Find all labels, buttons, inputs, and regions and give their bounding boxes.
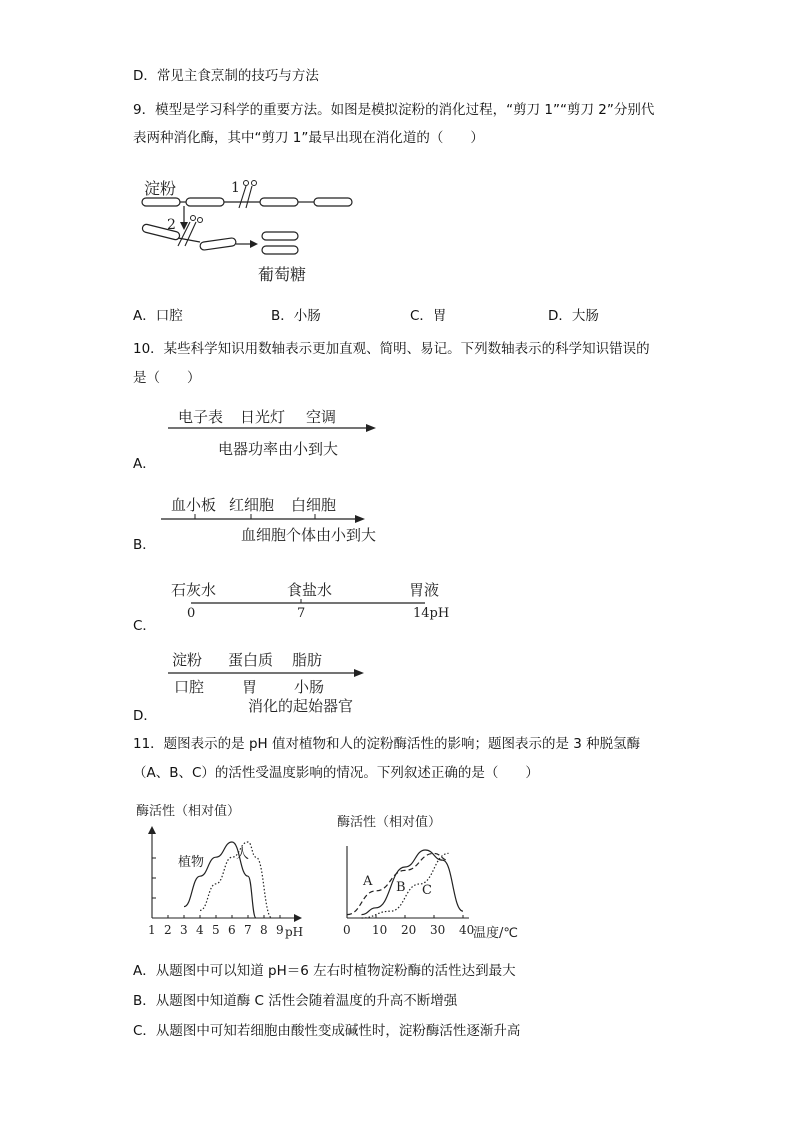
scissor-1-icon	[239, 181, 257, 209]
q11-option-a: A．从题图中可以知道 pH＝6 左右时植物淀粉酶的活性达到最大	[133, 963, 516, 979]
ph-chart-x-tick-label: 1	[148, 923, 156, 937]
q9-stem-line1: 9．模型是学习科学的重要方法。如图是模拟淀粉的消化过程，“剪刀 1”“剪刀 2”分别代	[133, 102, 655, 118]
axis-c-tick-1: 0	[187, 606, 196, 621]
q10-stem-line2: 是（ ）	[133, 370, 201, 386]
glucose-unit	[262, 232, 298, 240]
number-line-c	[165, 575, 455, 625]
glucose-unit	[262, 246, 298, 254]
starch-unit	[260, 198, 298, 206]
axis-a-caption: 电器功率由小到大	[218, 440, 339, 458]
ph-chart-x-tick-label: 3	[180, 923, 188, 937]
q11-option-c: C．从题图中可知若细胞由酸性变成碱性时，淀粉酶活性逐渐升高	[133, 1023, 521, 1039]
axis-c-tick-3: 14pH	[413, 606, 450, 621]
scissor-1-label: 1	[231, 180, 240, 196]
scissor-2-label: 2	[167, 217, 176, 233]
starch-unit	[142, 198, 180, 206]
temp-series-label-a: A	[363, 874, 373, 889]
temp-series-label-b: B	[396, 880, 406, 895]
temp-series-label-c: C	[422, 883, 432, 898]
ph-activity-chart	[130, 800, 320, 940]
q10-option-a-letter: A．	[133, 456, 156, 472]
q9-option-c: C．胃	[410, 308, 447, 324]
axis-c-label-3: 胃液	[409, 581, 440, 599]
q11-option-b: B．从题图中知道酶 C 活性会随着温度的升高不断增强	[133, 993, 458, 1009]
axis-c-tick-2: 7	[297, 606, 306, 621]
axis-b-caption: 血细胞个体由小到大	[241, 526, 377, 544]
temperature-activity-chart	[335, 810, 535, 945]
number-line-a	[160, 402, 390, 462]
starch-digestion-figure	[140, 172, 370, 287]
axis-d-organ-1: 口腔	[174, 678, 205, 696]
axis-a-label-1: 电子表	[178, 408, 224, 426]
q8-option-d: D．常见主食烹制的技巧与方法	[133, 68, 319, 84]
temp-chart-x-tick-label: 30	[430, 923, 446, 937]
starch-unit	[314, 198, 352, 206]
axis-d-label-3: 脂肪	[292, 651, 323, 669]
ph-series-label-plant: 植物	[178, 855, 205, 870]
ph-chart-xlabel: pH	[285, 925, 304, 939]
ph-chart-x-tick-label: 7	[244, 923, 252, 937]
q9-stem-line2: 表两种消化酶，其中“剪刀 1”最早出现在消化道的（ ）	[133, 130, 484, 146]
temp-chart-xlabel: 温度/℃	[473, 926, 518, 941]
axis-a-label-3: 空调	[306, 408, 337, 426]
ph-chart-ylabel: 酶活性（相对值）	[136, 804, 241, 819]
axis-c-label-1: 石灰水	[171, 581, 217, 599]
q10-option-c-letter: C．	[133, 618, 156, 634]
ph-chart-x-tick-label: 6	[228, 923, 236, 937]
ph-chart-x-tick-label: 4	[196, 923, 204, 937]
ph-series-label-human: 人	[236, 847, 250, 862]
axis-c-label-2: 食盐水	[287, 581, 333, 599]
ph-chart-x-tick-label: 8	[260, 923, 268, 937]
axis-a-label-2: 日光灯	[240, 408, 286, 426]
temp-chart-x-tick-label: 20	[401, 923, 417, 937]
axis-d-label-1: 淀粉	[172, 651, 203, 669]
axis-b-label-2: 红细胞	[229, 496, 275, 514]
temp-chart-x-tick-label: 40	[459, 923, 475, 937]
q9-option-b: B．小肠	[271, 308, 321, 324]
starch-unit	[200, 238, 237, 251]
temp-chart-series-line	[362, 850, 464, 915]
temp-chart-x-tick-label: 10	[372, 923, 388, 937]
axis-d-caption: 消化的起始器官	[248, 697, 354, 715]
ph-chart-x-tick-label: 5	[212, 923, 220, 937]
number-line-d	[160, 645, 380, 717]
starch-label: 淀粉	[144, 179, 177, 198]
q9-option-a: A．口腔	[133, 308, 183, 324]
axis-d-organ-3: 小肠	[294, 678, 325, 696]
starch-unit	[186, 198, 224, 206]
q10-option-d-letter: D．	[133, 708, 157, 724]
axis-b-label-1: 血小板	[171, 496, 217, 514]
ph-chart-x-tick-label: 9	[276, 923, 284, 937]
q11-stem-line2: （A、B、C）的活性受温度影响的情况。下列叙述正确的是（ ）	[133, 765, 539, 781]
q9-option-d: D．大肠	[548, 308, 599, 324]
axis-d-label-2: 蛋白质	[228, 651, 274, 669]
glucose-label: 葡萄糖	[258, 265, 307, 284]
q10-stem-line1: 10．某些科学知识用数轴表示更加直观、简明、易记。下列数轴表示的科学知识错误的	[133, 341, 650, 357]
q10-option-b-letter: B．	[133, 537, 156, 553]
ph-chart-x-tick-label: 2	[164, 923, 172, 937]
temp-chart-x-tick-label: 0	[343, 923, 351, 937]
axis-d-organ-2: 胃	[242, 678, 258, 696]
axis-b-label-3: 白细胞	[291, 496, 337, 514]
temp-chart-ylabel: 酶活性（相对值）	[337, 815, 442, 830]
q11-stem-line1: 11．题图表示的是 pH 值对植物和人的淀粉酶活性的影响；题图表示的是 3 种脱氢酶	[133, 736, 641, 752]
number-line-b	[155, 490, 400, 550]
